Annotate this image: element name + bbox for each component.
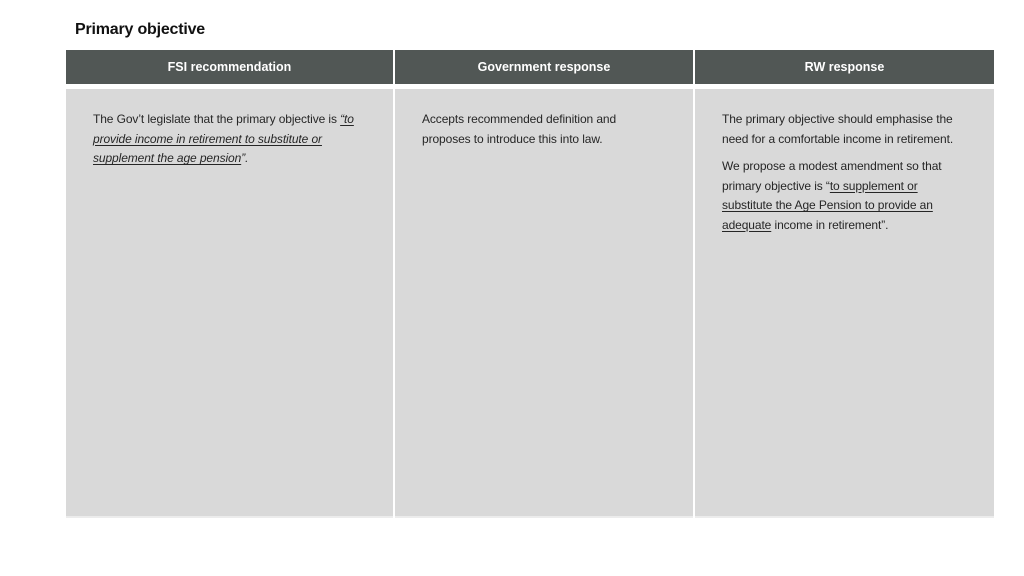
table-header-row — [66, 50, 994, 84]
table-body-row — [66, 89, 994, 518]
text-segment: Accepts recommended definition and proposes to introduce this into law. — [422, 112, 617, 146]
text-segment: to supplement or substitute the Age Pension to provide an adequate — [722, 178, 933, 232]
table-cell-rw-response — [695, 89, 994, 518]
cell-paragraph — [722, 157, 968, 235]
text-segment: income in retirement”. — [771, 217, 889, 232]
text-segment: The primary objective should emphasise the need for a comfortable income in retirement. — [722, 112, 954, 146]
column-header-fsi-recommendation: FSI recommendation — [66, 50, 393, 84]
table-cell-government-response — [395, 89, 693, 518]
text-segment: “to provide income in retirement to substitute or supplement the age pension — [93, 112, 354, 165]
text-segment: The Gov’t legislate that the primary objective is — [93, 112, 341, 126]
table-cell-fsi-recommendation — [66, 89, 393, 518]
text-segment: ”. — [241, 151, 249, 165]
comparison-table — [66, 50, 994, 518]
column-header-rw-response: RW response — [695, 50, 994, 84]
cell-paragraph — [93, 110, 367, 169]
cell-paragraph — [722, 110, 968, 149]
column-header-government-response: Government response — [395, 50, 693, 84]
page-title: Primary objective — [75, 21, 205, 38]
text-segment: We propose a modest amendment so that primary objective is “ — [722, 159, 942, 193]
cell-paragraph — [422, 110, 667, 149]
